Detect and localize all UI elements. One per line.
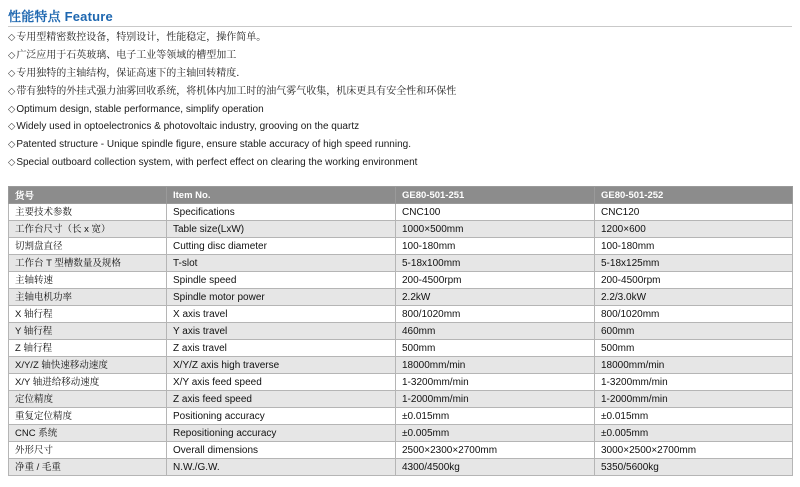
diamond-bullet-icon: ◇: [8, 49, 16, 61]
feature-item: [8, 47, 792, 65]
table-cell: Spindle speed: [167, 272, 396, 289]
table-cell: Positioning accuracy: [167, 408, 396, 425]
table-cell: 18000mm/min: [595, 357, 793, 374]
table-cell: 100-180mm: [396, 238, 595, 255]
feature-item: [8, 83, 792, 101]
header-cell: 货号: [9, 187, 167, 204]
feature-text: Special outboard collection system, with perfect effect on clearing the working environment: [16, 157, 418, 169]
diamond-bullet-icon: ◇: [8, 85, 16, 97]
table-cell: 主要技术参数: [9, 204, 167, 221]
table-cell: 5350/5600kg: [595, 459, 793, 476]
table-row: [9, 255, 793, 272]
section-title: 性能特点 Feature: [8, 9, 113, 24]
table-cell: CNC 系统: [9, 425, 167, 442]
table-cell: 1200×600: [595, 221, 793, 238]
table-cell: 600mm: [595, 323, 793, 340]
table-cell: Table size(LxW): [167, 221, 396, 238]
diamond-bullet-icon: ◇: [8, 157, 16, 169]
table-cell: 2500×2300×2700mm: [396, 442, 595, 459]
spec-table: [8, 186, 793, 476]
table-cell: Z 轴行程: [9, 340, 167, 357]
feature-text: Patented structure - Unique spindle figure, ensure stable accuracy of high speed running.: [16, 139, 411, 151]
table-cell: 1-2000mm/min: [595, 391, 793, 408]
feature-item: [8, 154, 792, 172]
table-cell: N.W./G.W.: [167, 459, 396, 476]
header-cell: GE80-501-251: [396, 187, 595, 204]
table-cell: 500mm: [595, 340, 793, 357]
table-row: [9, 323, 793, 340]
table-cell: CNC120: [595, 204, 793, 221]
diamond-bullet-icon: ◇: [8, 121, 16, 133]
feature-text: 专用型精密数控设备，特别设计，性能稳定，操作简单。: [16, 32, 267, 43]
table-cell: 定位精度: [9, 391, 167, 408]
table-cell: CNC100: [396, 204, 595, 221]
table-cell: 500mm: [396, 340, 595, 357]
table-cell: Repositioning accuracy: [167, 425, 396, 442]
table-cell: 1000×500mm: [396, 221, 595, 238]
table-cell: 重复定位精度: [9, 408, 167, 425]
table-cell: 18000mm/min: [396, 357, 595, 374]
table-row: [9, 238, 793, 255]
table-cell: X/Y/Z 轴快速移动速度: [9, 357, 167, 374]
table-row: [9, 340, 793, 357]
table-cell: 200-4500rpm: [595, 272, 793, 289]
table-cell: ±0.005mm: [595, 425, 793, 442]
feature-item: [8, 65, 792, 83]
table-cell: Cutting disc diameter: [167, 238, 396, 255]
table-cell: 200-4500rpm: [396, 272, 595, 289]
table-cell: 100-180mm: [595, 238, 793, 255]
table-cell: 切割盘直径: [9, 238, 167, 255]
table-cell: ±0.005mm: [396, 425, 595, 442]
table-cell: X/Y/Z axis high traverse: [167, 357, 396, 374]
table-cell: 主轴转速: [9, 272, 167, 289]
table-row: [9, 357, 793, 374]
table-header-row: [9, 187, 793, 204]
diamond-bullet-icon: ◇: [8, 103, 16, 115]
feature-text: Widely used in optoelectronics & photovoltaic industry, grooving on the quartz: [16, 121, 360, 133]
diamond-bullet-icon: ◇: [8, 139, 16, 151]
feature-text: 广泛应用于石英玻璃、电子工业等领域的槽型加工: [16, 49, 237, 61]
table-row: [9, 442, 793, 459]
table-cell: 5-18x125mm: [595, 255, 793, 272]
feature-item: [8, 136, 792, 154]
table-cell: 3000×2500×2700mm: [595, 442, 793, 459]
table-cell: 460mm: [396, 323, 595, 340]
table-cell: X/Y 轴进给移动速度: [9, 374, 167, 391]
table-row: [9, 408, 793, 425]
table-cell: X/Y axis feed speed: [167, 374, 396, 391]
table-cell: Overall dimensions: [167, 442, 396, 459]
feature-text: 带有独特的外挂式强力油雾回收系统，将机体内加工时的油气雾气收集，机床更具有安全性和环保性: [16, 85, 457, 97]
table-cell: T-slot: [167, 255, 396, 272]
table-row: [9, 425, 793, 442]
diamond-bullet-icon: ◇: [8, 32, 16, 43]
diamond-bullet-icon: ◇: [8, 67, 16, 79]
table-cell: Z axis feed speed: [167, 391, 396, 408]
table-cell: 800/1020mm: [595, 306, 793, 323]
table-cell: X axis travel: [167, 306, 396, 323]
table-cell: Y axis travel: [167, 323, 396, 340]
table-row: [9, 374, 793, 391]
table-cell: Y 轴行程: [9, 323, 167, 340]
table-cell: 净重 / 毛重: [9, 459, 167, 476]
table-cell: ±0.015mm: [595, 408, 793, 425]
header-cell: GE80-501-252: [595, 187, 793, 204]
table-cell: 5-18x100mm: [396, 255, 595, 272]
table-body: [9, 204, 793, 476]
table-row: [9, 272, 793, 289]
table-cell: Z axis travel: [167, 340, 396, 357]
table-row: [9, 306, 793, 323]
table-row: [9, 204, 793, 221]
table-cell: 2.2kW: [396, 289, 595, 306]
table-row: [9, 221, 793, 238]
table-cell: 工作台尺寸（长 x 宽）: [9, 221, 167, 238]
header-cell: Item No.: [167, 187, 396, 204]
table-cell: 4300/4500kg: [396, 459, 595, 476]
table-cell: 工作台 T 型槽数量及规格: [9, 255, 167, 272]
table-row: [9, 289, 793, 306]
table-cell: X 轴行程: [9, 306, 167, 323]
table-row: [9, 459, 793, 476]
title-divider: [8, 26, 792, 27]
table-row: [9, 391, 793, 408]
feature-item: [8, 101, 792, 119]
table-cell: ±0.015mm: [396, 408, 595, 425]
table-cell: Spindle motor power: [167, 289, 396, 306]
feature-text: Optimum design, stable performance, simplify operation: [16, 103, 264, 115]
table-cell: 1-3200mm/min: [396, 374, 595, 391]
feature-text: 专用独特的主轴结构，保证高速下的主轴回转精度．: [16, 67, 247, 79]
table-cell: Specifications: [167, 204, 396, 221]
feature-list: [8, 29, 792, 172]
table-cell: 800/1020mm: [396, 306, 595, 323]
table-cell: 2.2/3.0kW: [595, 289, 793, 306]
table-cell: 1-2000mm/min: [396, 391, 595, 408]
table-cell: 外形尺寸: [9, 442, 167, 459]
feature-item: [8, 118, 792, 136]
table-cell: 主轴电机功率: [9, 289, 167, 306]
feature-item: [8, 29, 792, 47]
table-cell: 1-3200mm/min: [595, 374, 793, 391]
